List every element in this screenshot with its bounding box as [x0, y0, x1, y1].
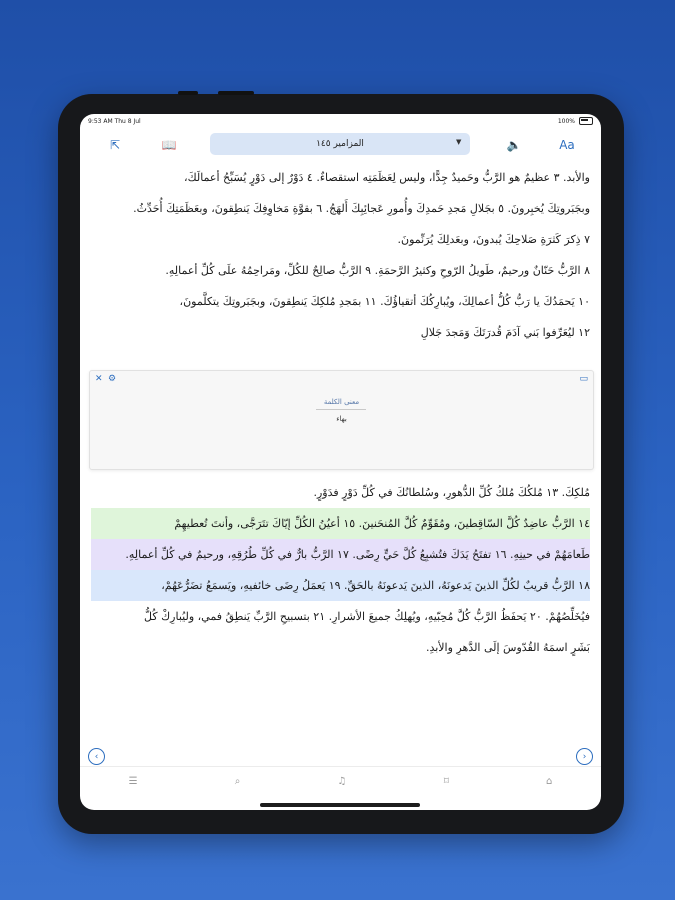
- home-icon[interactable]: ⌂: [546, 775, 553, 787]
- chapter-label: المزامير ١٤٥: [316, 139, 364, 149]
- book-icon[interactable]: 📖: [161, 138, 177, 152]
- font-size-button[interactable]: Aa: [559, 138, 575, 152]
- verse-line[interactable]: بَشَرٍ اسمَهُ القُدّوسَ إلَى الدَّهرِ والأبدِ.: [425, 641, 590, 654]
- verse-line[interactable]: مُلكِكَ. ١٣ مُلكُكَ مُلكُ كُلِّ الدُّهورِ، وسُلطانُكَ في كُلِّ دَوْرٍ فدَوْرٍ.: [313, 486, 590, 499]
- verse-line[interactable]: وبجَبَروتِكَ يُخبِرونَ. ٥ بجَلالِ مَجدِ حَمدِكَ وأُمورِ عَجائِبِكَ أَلهَجُ. ٦ بقوَّةِ مَخاوِفِكَ يَنطِقونَ، وبعَظَمَتِكَ أُحَدِّثُ.: [133, 202, 590, 215]
- share-icon[interactable]: ⇱: [109, 138, 121, 152]
- bible-text-upper: [80, 162, 601, 348]
- tablet-frame: [58, 94, 624, 834]
- divider: [316, 409, 366, 410]
- top-toolbar: [80, 126, 601, 162]
- next-chapter-button[interactable]: ›: [576, 748, 593, 765]
- verse-line[interactable]: والأبد. ٣ عظيمٌ هو الرَّبُّ وحَميدٌ جِدًّا، وليس لِعَظَمَتِه استقصاءٌ. ٤ دَوْرٌ إلى دَوْرٍ يُسَبِّحُ أعمالَكَ،: [184, 171, 590, 184]
- home-indicator: [260, 803, 420, 807]
- speaker-icon[interactable]: 🔈: [506, 138, 522, 152]
- hardware-button: [178, 91, 198, 95]
- verse-line[interactable]: ١٠ يَحمَدُكَ يا رَبُّ كُلُّ أعمالِكَ، ويُبارِكُكَ أتقياؤُكَ. ١١ بمَجدِ مُلكِكَ يَنطِقونَ، وبجَبَروتِكَ يتكلَّمونَ،: [179, 295, 590, 308]
- panel-title: معنى الكلمة: [323, 398, 360, 406]
- battery-icon: [579, 117, 593, 125]
- gear-icon[interactable]: ⚙: [108, 374, 117, 384]
- previous-chapter-button[interactable]: ‹: [88, 748, 105, 765]
- note-icon[interactable]: ▭: [579, 374, 588, 384]
- status-bar: [80, 116, 601, 126]
- verse-line[interactable]: ٧ ذِكرَ كَثرَةِ صَلاحِكَ يُبدونَ، وبعَدلِكَ يُرَنِّمونَ.: [397, 233, 590, 246]
- hardware-button: [218, 91, 254, 95]
- bottom-tab-bar: [80, 766, 601, 795]
- battery-label: 100%: [557, 117, 575, 125]
- verse-line[interactable]: ١٢ ليُعَرِّفوا بَني آدَمَ قُدرَتَكَ وَمَجدَ جَلالِ: [420, 326, 590, 339]
- app-screen: [80, 114, 601, 810]
- close-icon[interactable]: ✕: [95, 374, 103, 384]
- search-icon[interactable]: ⌕: [234, 775, 241, 787]
- verse-line[interactable]: ٨ الرَّبُّ حَنّانٌ ورحيمٌ، طَويلُ الرّوحِ وكثيرُ الرَّحمَةِ. ٩ الرَّبُّ صالِحٌ للكُلِّ، ومَراحِمُهُ علَى كُلِّ أعمالِهِ.: [165, 264, 590, 277]
- verse-line-highlighted[interactable]: ١٨ الرَّبُّ قريبٌ لكُلِّ الذينَ يَدعونَهُ، الذينَ يَدعونَهُ بالحَقِّ. ١٩ يَعمَلُ رِضَى خائفيهِ، ويَسمَعُ تضَرُّعَهُمْ،: [91, 570, 590, 601]
- bible-text-lower: [80, 477, 601, 663]
- verse-line-highlighted[interactable]: طَعامَهُمْ في حينِهِ. ١٦ تفتَحُ يَدَكَ فتُشبِعُ كُلَّ حَيٍّ رِضًى. ١٧ الرَّبُّ بارٌّ في كُلِّ طُرُقِهِ، ورحيمٌ في كُلِّ أعمالِهِ.: [91, 539, 590, 570]
- chevron-down-icon: ▼: [456, 138, 462, 146]
- panel-definition: بهاء: [336, 415, 347, 423]
- menu-icon[interactable]: ☰: [128, 775, 138, 787]
- status-time: 9:53 AM Thu 8 Jul: [88, 117, 141, 125]
- word-meaning-panel: [89, 370, 594, 470]
- verse-line-highlighted[interactable]: ١٤ الرَّبُّ عاضِدٌ كُلَّ السّاقِطينَ، ومُقَوِّمٌ كُلَّ المُنحَنينَ. ١٥ أعيُنُ الكُلِّ إيّاكَ تتَرَجَّى، وأنتَ تُعطيهِمْ: [91, 508, 590, 539]
- audio-icon[interactable]: ♫: [337, 775, 347, 787]
- chapter-selector[interactable]: [210, 133, 470, 155]
- verse-line[interactable]: فيُخَلِّصُهُمْ. ٢٠ يَحفَظُ الرَّبُّ كُلَّ مُحِبّيهِ، ويُهلِكُ جميعَ الأشرارِ. ٢١ بتسبيحِ الرَّبِّ يَنطِقُ فمي، وليُبارِكْ كُلُّ: [144, 610, 590, 623]
- bookmark-icon[interactable]: ⌑: [443, 775, 449, 787]
